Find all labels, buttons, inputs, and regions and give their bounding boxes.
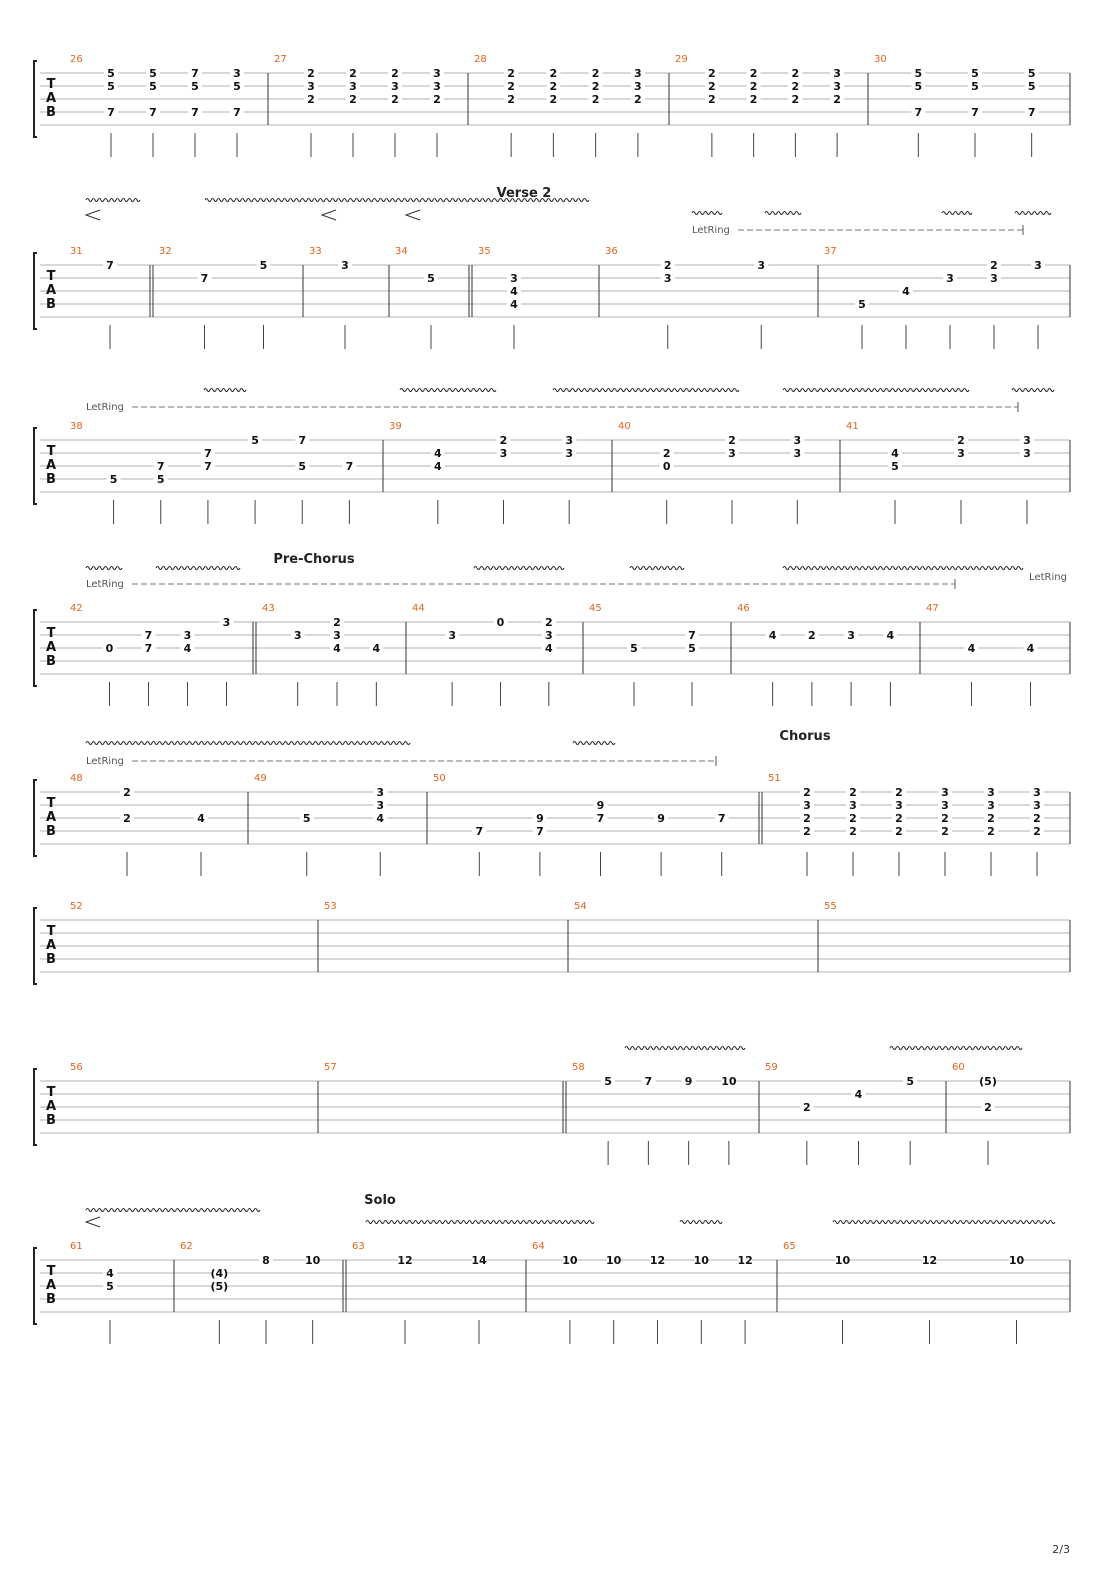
fret-number: 5 bbox=[971, 80, 979, 93]
crescendo-mark bbox=[406, 210, 420, 220]
crescendo-mark bbox=[86, 210, 100, 220]
fret-number: 3 bbox=[183, 629, 192, 642]
fret-number: 3 bbox=[833, 80, 841, 93]
vibrato-mark bbox=[680, 1221, 722, 1224]
fret-number: 3 bbox=[803, 799, 811, 812]
fret-number: 2 bbox=[749, 67, 758, 80]
fret-number: 12 bbox=[737, 1254, 753, 1267]
vibrato-mark bbox=[400, 389, 496, 392]
system-bracket bbox=[34, 780, 37, 856]
fret-number: 2 bbox=[499, 434, 508, 447]
fret-number: 3 bbox=[946, 272, 954, 285]
fret-number: 5 bbox=[191, 80, 199, 93]
fret-number: 4 bbox=[545, 642, 553, 655]
measure-number: 29 bbox=[675, 54, 688, 65]
measure-number: 60 bbox=[952, 1062, 965, 1073]
system-bracket bbox=[34, 61, 37, 137]
measure-number: 62 bbox=[180, 1241, 193, 1252]
fret-number: 5 bbox=[149, 67, 157, 80]
measure-number: 35 bbox=[478, 246, 491, 257]
fret-number: 4 bbox=[510, 298, 518, 311]
fret-number: 3 bbox=[376, 786, 385, 799]
fret-number: 2 bbox=[1033, 825, 1041, 838]
fret-number: 5 bbox=[971, 67, 979, 80]
fret-number: 5 bbox=[156, 473, 165, 486]
fret-number: 5 bbox=[259, 259, 268, 272]
measure-number: 40 bbox=[618, 421, 631, 432]
fret-number: 2 bbox=[307, 67, 315, 80]
measure-number: 49 bbox=[254, 773, 267, 784]
tab-letter-a: A bbox=[45, 283, 57, 298]
fret-number: 5 bbox=[891, 460, 899, 473]
fret-number: 2 bbox=[833, 93, 841, 106]
measure-number: 46 bbox=[737, 603, 750, 614]
measure-number: 54 bbox=[574, 901, 587, 912]
fret-number: 2 bbox=[307, 93, 315, 106]
measure-number: 43 bbox=[262, 603, 275, 614]
fret-number: 5 bbox=[251, 434, 259, 447]
fret-number: 5 bbox=[914, 80, 923, 93]
page-number: 2/3 bbox=[1052, 1543, 1070, 1556]
measure-number: 34 bbox=[395, 246, 408, 257]
fret-number: 3 bbox=[793, 434, 802, 447]
fret-number: 2 bbox=[507, 93, 515, 106]
fret-number: 5 bbox=[149, 80, 157, 93]
tab-letter-b: B bbox=[46, 952, 56, 967]
fret-number: 2 bbox=[549, 93, 558, 106]
fret-number: 10 bbox=[606, 1254, 622, 1267]
fret-number: 5 bbox=[1027, 80, 1036, 93]
fret-number: 3 bbox=[1034, 259, 1042, 272]
measure-number: 38 bbox=[70, 421, 83, 432]
fret-number: 3 bbox=[499, 447, 508, 460]
measure-number: 58 bbox=[572, 1062, 585, 1073]
fret-number: 3 bbox=[391, 80, 399, 93]
tab-letter-a: A bbox=[45, 458, 57, 473]
fret-number: 4 bbox=[1026, 642, 1035, 655]
vibrato-mark bbox=[86, 742, 410, 745]
tab-letter-t: T bbox=[46, 1264, 56, 1279]
measure-number: 65 bbox=[783, 1241, 796, 1252]
fret-number: 4 bbox=[510, 285, 518, 298]
measure-number: 31 bbox=[70, 246, 83, 257]
fret-number: 2 bbox=[1033, 812, 1041, 825]
tab-letter-b: B bbox=[46, 1113, 56, 1128]
fret-number: 3 bbox=[895, 799, 903, 812]
crescendo-mark bbox=[322, 210, 336, 220]
fret-number: 10 bbox=[721, 1075, 737, 1088]
fret-number: 5 bbox=[427, 272, 435, 285]
fret-number: 2 bbox=[591, 67, 600, 80]
vibrato-mark bbox=[573, 742, 615, 745]
fret-number: 7 bbox=[688, 629, 696, 642]
measure-number: 48 bbox=[70, 773, 83, 784]
measure-number: 30 bbox=[874, 54, 887, 65]
fret-number: 7 bbox=[1027, 106, 1036, 119]
fret-number: 5 bbox=[630, 642, 638, 655]
fret-number: 3 bbox=[1023, 447, 1031, 460]
fret-number: 2 bbox=[895, 825, 903, 838]
measure-number: 47 bbox=[926, 603, 939, 614]
fret-number: 7 bbox=[204, 447, 212, 460]
fret-number: 4 bbox=[434, 460, 442, 473]
measure-number: 42 bbox=[70, 603, 83, 614]
fret-number: 10 bbox=[693, 1254, 709, 1267]
measure-number: 26 bbox=[70, 54, 83, 65]
fret-number: 2 bbox=[749, 93, 758, 106]
vibrato-mark bbox=[474, 567, 564, 570]
fret-number: 2 bbox=[591, 93, 600, 106]
fret-number: 2 bbox=[803, 812, 811, 825]
fret-number: 4 bbox=[854, 1088, 863, 1101]
fret-number: 3 bbox=[433, 80, 441, 93]
fret-number: 3 bbox=[233, 67, 241, 80]
fret-number: 12 bbox=[921, 1254, 938, 1267]
fret-number: 2 bbox=[791, 67, 800, 80]
fret-number: 5 bbox=[858, 298, 866, 311]
let-ring-label: LetRing bbox=[86, 756, 124, 767]
measure-number: 55 bbox=[824, 901, 837, 912]
fret-number: 2 bbox=[349, 67, 357, 80]
tab-letter-b: B bbox=[46, 1292, 56, 1307]
tab-letter-b: B bbox=[46, 824, 56, 839]
fret-number: 7 bbox=[149, 106, 157, 119]
fret-number: 2 bbox=[708, 67, 716, 80]
measure-number: 59 bbox=[765, 1062, 778, 1073]
tab-letter-t: T bbox=[46, 924, 56, 939]
tab-letter-t: T bbox=[46, 796, 56, 811]
fret-number: (4) bbox=[210, 1267, 229, 1280]
vibrato-mark bbox=[890, 1047, 1022, 1050]
measure-number: 37 bbox=[824, 246, 837, 257]
vibrato-mark bbox=[205, 199, 589, 202]
vibrato-mark bbox=[783, 389, 969, 392]
fret-number: 2 bbox=[957, 434, 965, 447]
fret-number: 2 bbox=[391, 67, 399, 80]
fret-number: 5 bbox=[1027, 67, 1036, 80]
fret-number: 2 bbox=[507, 80, 515, 93]
fret-number: 7 bbox=[106, 259, 114, 272]
vibrato-mark bbox=[833, 1221, 1055, 1224]
fret-number: 12 bbox=[649, 1254, 666, 1267]
fret-number: 0 bbox=[662, 460, 671, 473]
vibrato-mark bbox=[156, 567, 240, 570]
fret-number: 0 bbox=[105, 642, 114, 655]
fret-number: 2 bbox=[987, 825, 995, 838]
fret-number: 7 bbox=[717, 812, 726, 825]
fret-number: 2 bbox=[545, 616, 553, 629]
fret-number: 9 bbox=[536, 812, 544, 825]
fret-number: 2 bbox=[634, 93, 642, 106]
fret-number: 3 bbox=[987, 786, 995, 799]
fret-number: 3 bbox=[307, 80, 315, 93]
fret-number: 4 bbox=[376, 812, 385, 825]
measure-number: 64 bbox=[532, 1241, 545, 1252]
fret-number: 5 bbox=[107, 67, 115, 80]
measure-number: 52 bbox=[70, 901, 83, 912]
system-bracket bbox=[34, 1248, 37, 1324]
fret-number: 2 bbox=[803, 825, 811, 838]
fret-number: 3 bbox=[565, 434, 573, 447]
measure-number: 53 bbox=[324, 901, 337, 912]
fret-number: 3 bbox=[448, 629, 456, 642]
fret-number: 2 bbox=[749, 80, 758, 93]
measure-number: 56 bbox=[70, 1062, 83, 1073]
vibrato-mark bbox=[366, 1221, 594, 1224]
vibrato-mark bbox=[765, 212, 801, 215]
vibrato-mark bbox=[783, 567, 1023, 570]
vibrato-mark bbox=[630, 567, 684, 570]
fret-number: 4 bbox=[891, 447, 899, 460]
fret-number: 5 bbox=[107, 80, 115, 93]
fret-number: 9 bbox=[657, 812, 665, 825]
measure-number: 27 bbox=[274, 54, 287, 65]
fret-number: 10 bbox=[834, 1254, 851, 1267]
vibrato-mark bbox=[1015, 212, 1051, 215]
fret-number: 2 bbox=[895, 812, 903, 825]
measure-number: 39 bbox=[389, 421, 402, 432]
fret-number: 2 bbox=[123, 812, 131, 825]
tab-letter-b: B bbox=[46, 472, 56, 487]
measure-number: 28 bbox=[474, 54, 487, 65]
tab-letter-b: B bbox=[46, 105, 56, 120]
fret-number: 2 bbox=[791, 80, 800, 93]
fret-number: 7 bbox=[191, 67, 199, 80]
fret-number: 3 bbox=[757, 259, 766, 272]
section-label-pre-chorus: Pre-Chorus bbox=[273, 552, 355, 567]
tab-letter-b: B bbox=[46, 297, 56, 312]
vibrato-mark bbox=[942, 212, 972, 215]
fret-number: 2 bbox=[728, 434, 736, 447]
fret-number: 7 bbox=[144, 629, 153, 642]
fret-number: 3 bbox=[333, 629, 341, 642]
fret-number: 10 bbox=[1008, 1254, 1025, 1267]
fret-number: 7 bbox=[475, 825, 484, 838]
crescendo-mark bbox=[86, 1217, 100, 1227]
fret-number: 2 bbox=[591, 80, 600, 93]
tab-letter-a: A bbox=[45, 810, 57, 825]
fret-number: 7 bbox=[536, 825, 544, 838]
fret-number: 2 bbox=[662, 447, 671, 460]
fret-number: 3 bbox=[833, 67, 841, 80]
fret-number: 5 bbox=[604, 1075, 612, 1088]
fret-number: 2 bbox=[333, 616, 341, 629]
fret-number: 3 bbox=[341, 259, 349, 272]
fret-number: 5 bbox=[688, 642, 696, 655]
fret-number: 2 bbox=[663, 259, 672, 272]
fret-number: 5 bbox=[298, 460, 307, 473]
fret-number: 7 bbox=[596, 812, 605, 825]
fret-number: 2 bbox=[808, 629, 816, 642]
let-ring-label-right: LetRing bbox=[1029, 572, 1067, 583]
let-ring-label: LetRing bbox=[86, 579, 124, 590]
section-label-verse-2: Verse 2 bbox=[496, 186, 552, 201]
vibrato-mark bbox=[86, 567, 122, 570]
fret-number: 7 bbox=[156, 460, 165, 473]
fret-number: 2 bbox=[549, 67, 558, 80]
fret-number: 2 bbox=[895, 786, 903, 799]
fret-number: 3 bbox=[545, 629, 553, 642]
fret-number: 7 bbox=[200, 272, 209, 285]
fret-number: 2 bbox=[941, 825, 949, 838]
fret-number: 2 bbox=[708, 93, 716, 106]
fret-number: 4 bbox=[106, 1267, 114, 1280]
fret-number: 3 bbox=[990, 272, 998, 285]
fret-number: 2 bbox=[803, 1101, 811, 1114]
tab-letter-t: T bbox=[46, 444, 56, 459]
fret-number: 5 bbox=[106, 1280, 114, 1293]
vibrato-mark bbox=[553, 389, 739, 392]
fret-number: 3 bbox=[565, 447, 573, 460]
fret-number: 3 bbox=[433, 67, 441, 80]
fret-number: 7 bbox=[914, 106, 923, 119]
measure-number: 41 bbox=[846, 421, 859, 432]
fret-number: 2 bbox=[708, 80, 716, 93]
fret-number: 4 bbox=[183, 642, 192, 655]
measure-number: 61 bbox=[70, 1241, 83, 1252]
fret-number: 4 bbox=[434, 447, 442, 460]
measure-number: 57 bbox=[324, 1062, 337, 1073]
fret-number: 3 bbox=[1033, 799, 1041, 812]
vibrato-mark bbox=[204, 389, 246, 392]
fret-number: 2 bbox=[990, 259, 998, 272]
fret-number: 3 bbox=[634, 80, 642, 93]
fret-number: 7 bbox=[233, 106, 241, 119]
measure-number: 33 bbox=[309, 246, 322, 257]
fret-number: 3 bbox=[793, 447, 802, 460]
measure-number: 45 bbox=[589, 603, 602, 614]
fret-number: 2 bbox=[803, 786, 811, 799]
fret-number: 5 bbox=[302, 812, 311, 825]
fret-number: 3 bbox=[510, 272, 518, 285]
fret-number: 4 bbox=[333, 642, 341, 655]
tab-letter-b: B bbox=[46, 654, 56, 669]
fret-number: 2 bbox=[849, 812, 857, 825]
fret-number: 7 bbox=[191, 106, 199, 119]
fret-number: 2 bbox=[123, 786, 131, 799]
tab-letter-t: T bbox=[46, 626, 56, 641]
fret-number: 3 bbox=[957, 447, 965, 460]
let-ring-label: LetRing bbox=[692, 225, 730, 236]
system-bracket bbox=[34, 610, 37, 686]
fret-number: 7 bbox=[204, 460, 212, 473]
measure-number: 51 bbox=[768, 773, 781, 784]
system-bracket bbox=[34, 253, 37, 329]
fret-number: 8 bbox=[262, 1254, 270, 1267]
fret-number: 2 bbox=[433, 93, 441, 106]
fret-number: 3 bbox=[728, 447, 736, 460]
fret-number: 5 bbox=[109, 473, 118, 486]
measure-number: 63 bbox=[352, 1241, 365, 1252]
fret-number: 5 bbox=[914, 67, 923, 80]
fret-number: 3 bbox=[941, 799, 949, 812]
fret-number: 3 bbox=[634, 67, 642, 80]
fret-number: 5 bbox=[233, 80, 241, 93]
fret-number: 4 bbox=[967, 642, 976, 655]
fret-number: 3 bbox=[349, 80, 357, 93]
fret-number: 9 bbox=[596, 799, 605, 812]
fret-number: 4 bbox=[768, 629, 777, 642]
fret-number: 2 bbox=[984, 1101, 992, 1114]
fret-number: 2 bbox=[549, 80, 558, 93]
tab-letter-a: A bbox=[45, 91, 57, 106]
fret-number: 2 bbox=[791, 93, 800, 106]
fret-number: (5) bbox=[979, 1075, 997, 1088]
fret-number: 3 bbox=[376, 799, 385, 812]
system-bracket bbox=[34, 428, 37, 504]
tab-letter-a: A bbox=[45, 1278, 57, 1293]
let-ring-label: LetRing bbox=[86, 402, 124, 413]
fret-number: 10 bbox=[562, 1254, 578, 1267]
tab-letter-a: A bbox=[45, 1099, 57, 1114]
fret-number: 4 bbox=[902, 285, 910, 298]
fret-number: 12 bbox=[397, 1254, 413, 1267]
fret-number: 2 bbox=[941, 812, 949, 825]
tab-letter-t: T bbox=[46, 1085, 56, 1100]
tab-letter-a: A bbox=[45, 640, 57, 655]
tab-letter-a: A bbox=[45, 938, 57, 953]
fret-number: 2 bbox=[349, 93, 357, 106]
fret-number: 7 bbox=[971, 106, 979, 119]
fret-number: 3 bbox=[663, 272, 672, 285]
fret-number: 7 bbox=[144, 642, 153, 655]
fret-number: 3 bbox=[847, 629, 855, 642]
fret-number: 3 bbox=[222, 616, 231, 629]
fret-number: 3 bbox=[941, 786, 949, 799]
fret-number: 4 bbox=[197, 812, 205, 825]
fret-number: 2 bbox=[849, 825, 857, 838]
measure-number: 36 bbox=[605, 246, 618, 257]
vibrato-mark bbox=[86, 1209, 260, 1212]
fret-number: 2 bbox=[987, 812, 995, 825]
fret-number: 9 bbox=[684, 1075, 693, 1088]
fret-number: 7 bbox=[345, 460, 354, 473]
fret-number: (5) bbox=[210, 1280, 229, 1293]
fret-number: 3 bbox=[1023, 434, 1031, 447]
fret-number: 4 bbox=[372, 642, 381, 655]
tab-letter-t: T bbox=[46, 77, 56, 92]
fret-number: 4 bbox=[886, 629, 895, 642]
fret-number: 2 bbox=[849, 786, 857, 799]
system-bracket bbox=[34, 1069, 37, 1145]
section-label-chorus: Chorus bbox=[779, 729, 831, 744]
fret-number: 3 bbox=[293, 629, 302, 642]
vibrato-mark bbox=[86, 199, 140, 202]
fret-number: 0 bbox=[496, 616, 505, 629]
measure-number: 44 bbox=[412, 603, 425, 614]
fret-number: 2 bbox=[507, 67, 515, 80]
vibrato-mark bbox=[1012, 389, 1054, 392]
measure-number: 50 bbox=[433, 773, 446, 784]
fret-number: 5 bbox=[906, 1075, 914, 1088]
system-bracket bbox=[34, 908, 37, 984]
vibrato-mark bbox=[625, 1047, 745, 1050]
section-label-solo: Solo bbox=[364, 1193, 396, 1208]
fret-number: 3 bbox=[1033, 786, 1041, 799]
fret-number: 2 bbox=[391, 93, 399, 106]
measure-number: 32 bbox=[159, 246, 172, 257]
tab-letter-t: T bbox=[46, 269, 56, 284]
vibrato-mark bbox=[692, 212, 722, 215]
fret-number: 7 bbox=[298, 434, 307, 447]
fret-number: 7 bbox=[644, 1075, 653, 1088]
fret-number: 14 bbox=[471, 1254, 487, 1267]
fret-number: 3 bbox=[849, 799, 857, 812]
fret-number: 3 bbox=[987, 799, 995, 812]
fret-number: 10 bbox=[305, 1254, 321, 1267]
fret-number: 7 bbox=[107, 106, 115, 119]
